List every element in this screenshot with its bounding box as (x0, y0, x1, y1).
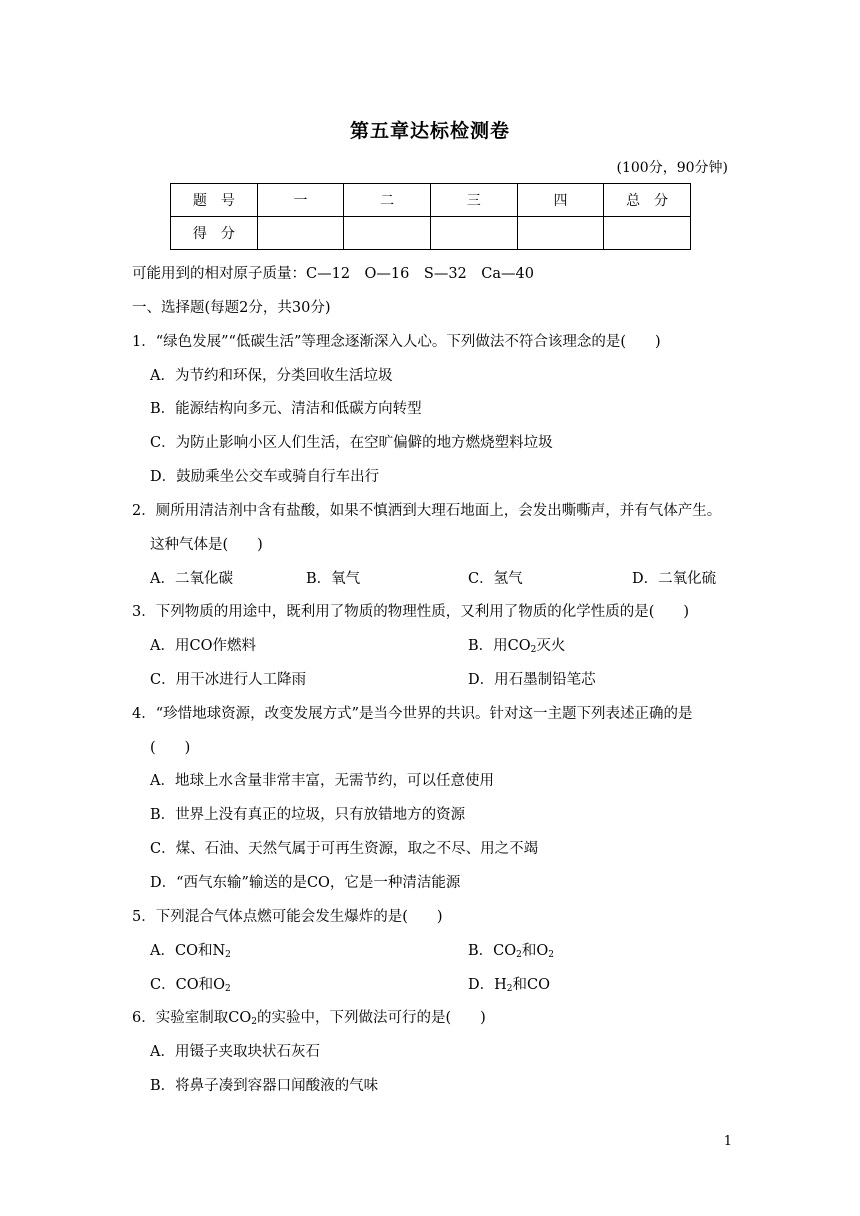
question-4-stem: 4．“珍惜地球资源，改变发展方式”是当今世界的共识。针对这一主题下列表述正确的是 (132, 706, 693, 722)
question-2-stem: 2．厕所用清洁剂中含有盐酸，如果不慎洒到大理石地面上，会发出嘶嘶声，并有气体产生。 (132, 503, 722, 519)
question-4-option-a: A．地球上水含量非常丰富，无需节约，可以任意使用 (150, 773, 494, 789)
score-row-label: 得 分 (171, 217, 258, 250)
question-1-option-d: D．鼓励乘坐公交车或骑自行车出行 (150, 469, 380, 485)
page-number: 1 (723, 1134, 732, 1149)
question-2-option-a: A．二氧化碳 (150, 571, 233, 587)
score-table (170, 183, 691, 250)
score-cell (257, 217, 344, 250)
question-4-option-b: B．世界上没有真正的垃圾，只有放错地方的资源 (150, 807, 466, 823)
option-b-text-mid: 和O (521, 943, 549, 959)
question-5-option-d (468, 973, 550, 994)
subscript: 2 (516, 950, 522, 960)
question-6-stem-text: 6．实验室制取CO (132, 1010, 252, 1026)
question-2-stem-cont: 这种气体是( ) (150, 537, 263, 553)
question-2-option-d: D．二氧化硫 (632, 571, 717, 587)
exam-title: 第五章达标检测卷 (349, 120, 510, 142)
score-table-header-cell: 二 (344, 184, 431, 217)
question-1-option-c: C．为防止影响小区人们生活，在空旷偏僻的地方燃烧塑料垃圾 (150, 435, 553, 451)
score-cell (430, 217, 517, 250)
score-time-info: (100分，90分钟) (616, 160, 728, 176)
question-4-option-c: C．煤、石油、天然气属于可再生资源，取之不尽、用之不竭 (150, 841, 539, 857)
option-d-text: D．H (468, 977, 507, 993)
score-table-header-cell: 三 (430, 184, 517, 217)
subscript: 2 (548, 950, 554, 960)
option-a-text: A．CO和N (150, 943, 226, 959)
score-table-header-cell: 四 (517, 184, 604, 217)
question-1-option-a: A．为节约和环保，分类回收生活垃圾 (150, 368, 393, 384)
subscript: 2 (506, 984, 513, 994)
question-2-option-c: C．氢气 (468, 571, 523, 587)
question-3-option-c: C．用干冰进行人工降雨 (150, 672, 307, 688)
score-table-header-cell: 题 号 (171, 184, 258, 217)
question-1-stem: 1．“绿色发展”“低碳生活”等理念逐渐深入人心。下列做法不符合该理念的是( ) (132, 334, 661, 350)
question-3-stem: 3．下列物质的用途中，既利用了物质的物理性质，又利用了物质的化学性质的是( ) (132, 604, 690, 620)
score-cell (344, 217, 431, 250)
question-5-option-c (150, 973, 231, 994)
question-5-option-b (468, 939, 554, 960)
question-5-stem: 5．下列混合气体点燃可能会发生爆炸的是( ) (132, 909, 443, 925)
question-3-option-a: A．用CO作燃料 (150, 638, 256, 654)
question-6-stem-text-end: 的实验中，下列做法可行的是( ) (256, 1010, 486, 1026)
question-5-option-a (150, 939, 231, 960)
section-heading: 一、选择题(每题2分，共30分) (132, 300, 331, 316)
subscript: 2 (530, 645, 537, 655)
score-table-header-row (171, 184, 691, 217)
question-4-stem-cont: ( ) (150, 740, 191, 756)
question-1-option-b: B．能源结构向多元、清洁和低碳方向转型 (150, 401, 422, 417)
subscript: 2 (224, 984, 231, 994)
option-d-text-end: 和CO (512, 977, 550, 993)
score-cell (517, 217, 604, 250)
score-table-header-cell: 一 (257, 184, 344, 217)
question-6-stem (132, 1006, 486, 1027)
atomic-mass-note: 可能用到的相对原子质量：C—12 O—16 S—32 Ca—40 (132, 266, 534, 282)
subscript: 2 (225, 950, 231, 960)
question-3-option-b (468, 634, 565, 655)
question-4-option-d: D．“西气东输”输送的是CO，它是一种清洁能源 (150, 875, 461, 891)
score-table-header-cell: 总 分 (604, 184, 691, 217)
score-cell (604, 217, 691, 250)
question-2-option-b: B．氧气 (306, 571, 361, 587)
score-table-score-row (171, 217, 691, 250)
option-b-text-end: 灭火 (536, 638, 566, 654)
option-c-text: C．CO和O (150, 977, 225, 993)
option-b-text: B．CO (468, 943, 517, 959)
question-6-option-b: B．将鼻子凑到容器口闻酸液的气味 (150, 1078, 379, 1094)
question-6-option-a: A．用镊子夹取块状石灰石 (150, 1044, 320, 1060)
subscript: 2 (251, 1017, 257, 1027)
question-3-option-d: D．用石墨制铅笔芯 (468, 672, 596, 688)
option-b-text: B．用CO (468, 638, 531, 654)
